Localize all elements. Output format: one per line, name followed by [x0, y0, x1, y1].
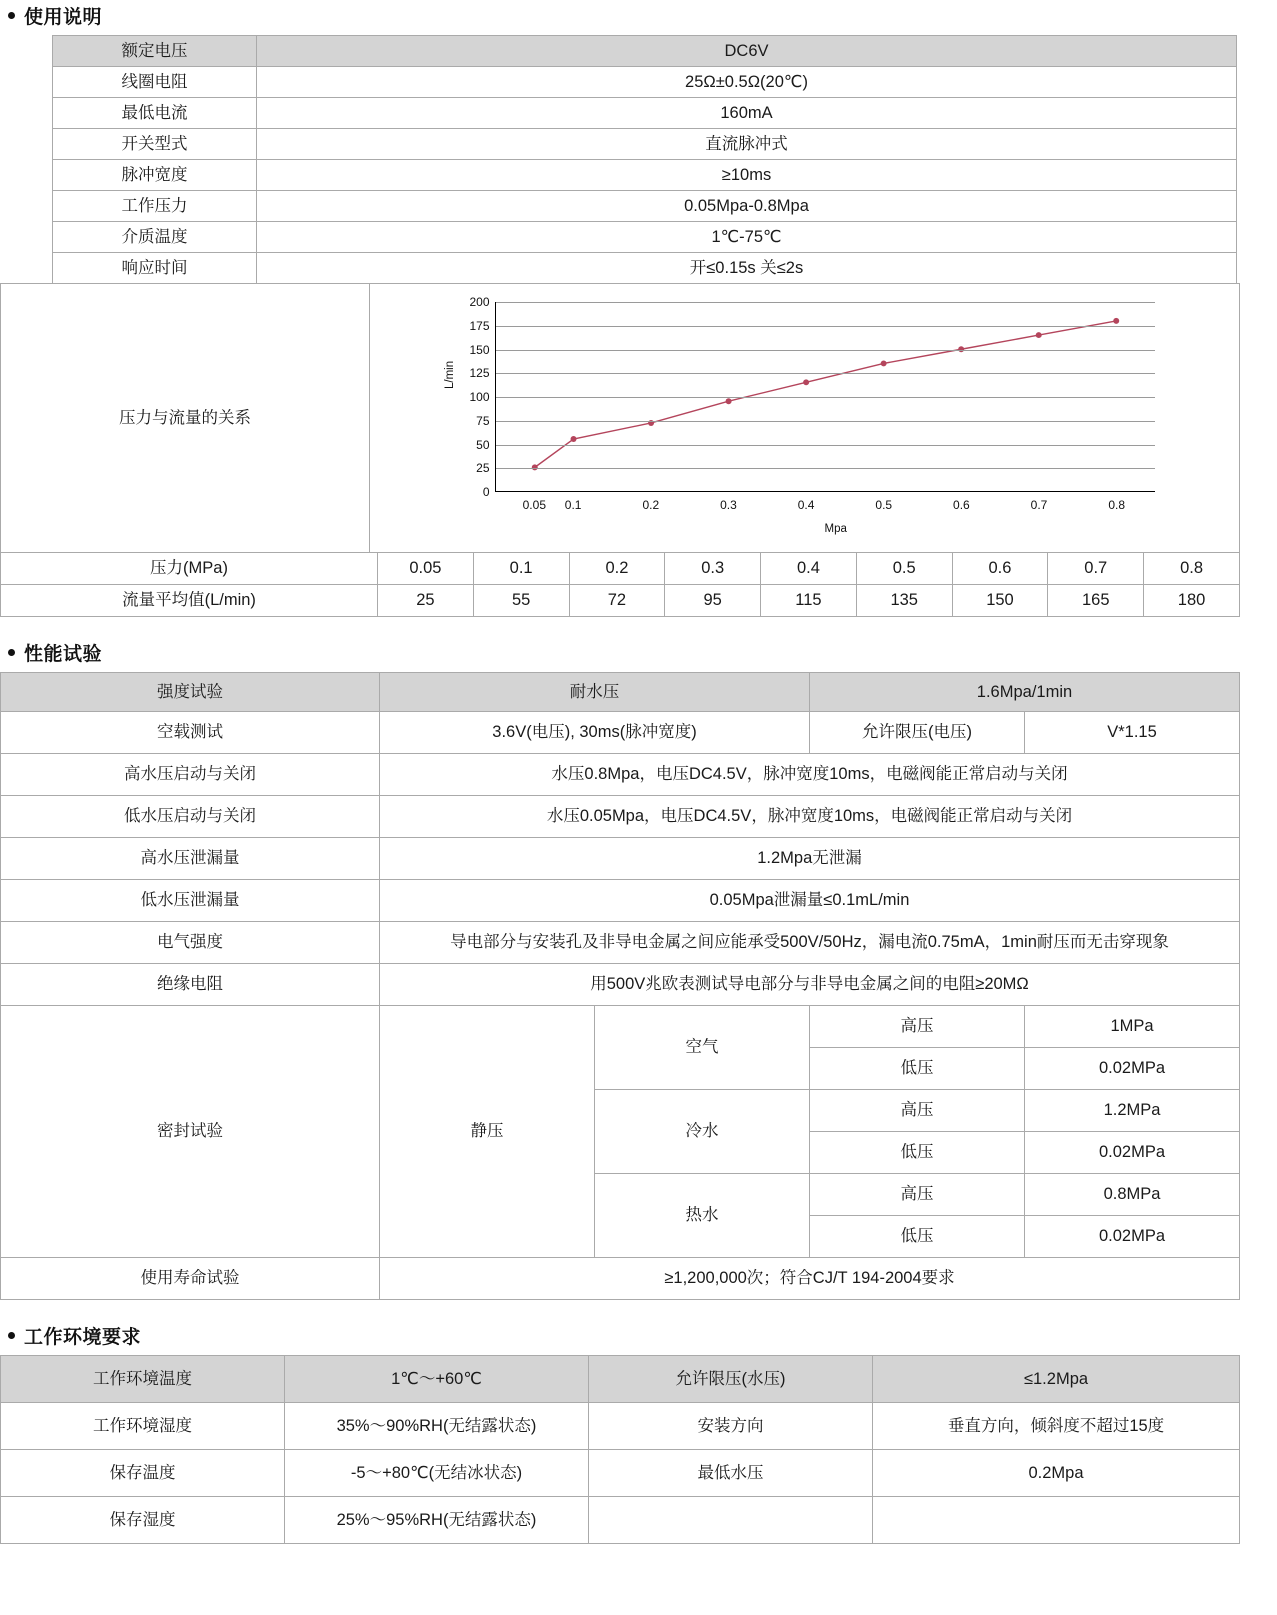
- pressure-flow-chart-cell: [370, 284, 1240, 553]
- table-row: [1, 1006, 1240, 1048]
- flow-value: 165: [1048, 585, 1144, 617]
- perf-value: 用500V兆欧表测试导电部分与非导电金属之间的电阻≥20MΩ: [380, 964, 1240, 1006]
- perf-label: 绝缘电阻: [1, 964, 380, 1006]
- spec-label: 脉冲宽度: [53, 160, 257, 191]
- table-row: [1, 1450, 1240, 1497]
- spec-label: 介质温度: [53, 222, 257, 253]
- perf-value: 1.2Mpa无泄漏: [380, 838, 1240, 880]
- chart-caption: 压力与流量的关系: [1, 284, 370, 553]
- chart-gridline: [496, 445, 1155, 446]
- chart-x-tick: 0.05: [522, 498, 546, 512]
- perf-value: 0.05Mpa泄漏量≤0.1mL/min: [380, 880, 1240, 922]
- table-row: [53, 36, 1237, 67]
- perf-header-value: 1.6Mpa/1min: [810, 673, 1240, 712]
- chart-y-tick: 100: [469, 389, 490, 404]
- spec-table: [52, 35, 1237, 284]
- perf-value: 3.6V(电压), 30ms(脉冲宽度): [380, 712, 810, 754]
- table-row: [1, 796, 1240, 838]
- flow-value: 180: [1144, 585, 1240, 617]
- chart-y-tick: 150: [469, 342, 490, 357]
- chart-y-tick: 50: [476, 437, 490, 452]
- chart-gridline: [496, 302, 1155, 303]
- seal-level-value: 0.02MPa: [1025, 1216, 1240, 1258]
- table-row: [53, 67, 1237, 98]
- env-value: 0.2Mpa: [873, 1450, 1240, 1497]
- spec-value: 25Ω±0.5Ω(20℃): [257, 67, 1237, 98]
- chart-y-tick: 0: [482, 484, 490, 499]
- table-header-row: [1, 673, 1240, 712]
- seal-level-value: 1MPa: [1025, 1006, 1240, 1048]
- flow-value: 150: [952, 585, 1048, 617]
- chart-y-tick: 25: [476, 461, 490, 476]
- env-label: 工作环境湿度: [1, 1403, 285, 1450]
- perf-header-waterpressure: 耐水压: [380, 673, 810, 712]
- chart-x-axis-label: Mpa: [824, 523, 847, 535]
- flow-value: 25: [378, 585, 474, 617]
- env-label: 保存温度: [1, 1450, 285, 1497]
- table-row: [53, 191, 1237, 222]
- chart-x-tick: 0.8: [1108, 498, 1126, 512]
- spec-label: 最低电流: [53, 98, 257, 129]
- seal-media-label: 热水: [595, 1174, 810, 1258]
- seal-level-label: 高压: [810, 1006, 1025, 1048]
- chart-y-tick: 75: [476, 413, 490, 428]
- table-row: [1, 1258, 1240, 1300]
- chart-x-tick: 0.6: [953, 498, 970, 512]
- pressure-value: 0.4: [761, 553, 857, 585]
- flow-value: 55: [473, 585, 569, 617]
- bullet-icon: [8, 649, 15, 656]
- flow-value: 135: [856, 585, 952, 617]
- table-row: [1, 1403, 1240, 1450]
- spec-label: 线圈电阻: [53, 67, 257, 98]
- pressure-value: 0.6: [952, 553, 1048, 585]
- pressure-value: 0.5: [856, 553, 952, 585]
- spec-value: DC6V: [257, 36, 1237, 67]
- environment-table: [0, 1355, 1240, 1544]
- pressure-value: 0.05: [378, 553, 474, 585]
- pressure-value: 0.8: [1144, 553, 1240, 585]
- seal-level-value: 0.02MPa: [1025, 1048, 1240, 1090]
- spec-value: 0.05Mpa-0.8Mpa: [257, 191, 1237, 222]
- section-heading-usage: [8, 0, 1277, 29]
- perf-value: 水压0.05Mpa，电压DC4.5V，脉冲宽度10ms，电磁阀能正常启动与关闭: [380, 796, 1240, 838]
- perf-label: 高水压启动与关闭: [1, 754, 380, 796]
- chart-x-tick: 0.2: [642, 498, 660, 512]
- env-value: ≤1.2Mpa: [873, 1356, 1240, 1403]
- flow-row-label: 流量平均值(L/min): [1, 585, 378, 617]
- chart-x-tick: 0.5: [875, 498, 893, 512]
- pressure-flow-chart: [370, 284, 1239, 552]
- seal-level-value: 0.02MPa: [1025, 1132, 1240, 1174]
- section-heading-environment: [8, 1322, 1277, 1349]
- chart-y-tick: 125: [469, 366, 490, 381]
- spec-value: ≥10ms: [257, 160, 1237, 191]
- seal-level-label: 高压: [810, 1174, 1025, 1216]
- table-row: [1, 712, 1240, 754]
- perf-label: 低水压泄漏量: [1, 880, 380, 922]
- spec-value: 1℃-75℃: [257, 222, 1237, 253]
- table-row: [1, 838, 1240, 880]
- table-row: [1, 284, 1240, 553]
- chart-x-tick: 0.1: [564, 498, 582, 512]
- chart-x-tick: 0.3: [720, 498, 737, 512]
- chart-data-point: [880, 360, 886, 366]
- seal-static-label: 静压: [380, 1006, 595, 1258]
- chart-y-tick: 175: [469, 318, 490, 333]
- chart-x-tick: 0.4: [797, 498, 815, 512]
- pressure-value: 0.2: [569, 553, 665, 585]
- env-label: 最低水压: [589, 1450, 873, 1497]
- seal-level-label: 低压: [810, 1048, 1025, 1090]
- flow-value: 95: [665, 585, 761, 617]
- table-row: [1, 922, 1240, 964]
- perf-label: 高水压泄漏量: [1, 838, 380, 880]
- table-row: [1, 553, 1240, 585]
- perf-value: ≥1,200,000次；符合CJ/T 194-2004要求: [380, 1258, 1240, 1300]
- seal-level-label: 低压: [810, 1132, 1025, 1174]
- chart-data-point: [1035, 332, 1041, 338]
- chart-gridline: [496, 326, 1155, 327]
- performance-table: [0, 672, 1240, 1300]
- perf-label: 低水压启动与关闭: [1, 796, 380, 838]
- flow-value: 72: [569, 585, 665, 617]
- env-value: [873, 1497, 1240, 1544]
- perf-label: 空载测试: [1, 712, 380, 754]
- perf-value: V*1.15: [1025, 712, 1240, 754]
- table-row: [1, 1356, 1240, 1403]
- table-row: [53, 129, 1237, 160]
- table-row: [53, 98, 1237, 129]
- spec-value: 开≤0.15s 关≤2s: [257, 253, 1237, 284]
- seal-test-label: 密封试验: [1, 1006, 380, 1258]
- env-label: [589, 1497, 873, 1544]
- chart-gridline: [496, 468, 1155, 469]
- env-value: 1℃～+60℃: [285, 1356, 589, 1403]
- section-heading-usage-label: 使用说明: [24, 7, 103, 28]
- flow-row-label: 压力(MPa): [1, 553, 378, 585]
- seal-level-label: 低压: [810, 1216, 1025, 1258]
- chart-data-point: [570, 436, 576, 442]
- chart-data-point: [725, 398, 731, 404]
- seal-media-label: 冷水: [595, 1090, 810, 1174]
- chart-gridline: [496, 373, 1155, 374]
- pressure-value: 0.3: [665, 553, 761, 585]
- perf-value: 水压0.8Mpa，电压DC4.5V，脉冲宽度10ms，电磁阀能正常启动与关闭: [380, 754, 1240, 796]
- seal-level-label: 高压: [810, 1090, 1025, 1132]
- table-row: [1, 880, 1240, 922]
- perf-label: 使用寿命试验: [1, 1258, 380, 1300]
- seal-level-value: 1.2MPa: [1025, 1090, 1240, 1132]
- table-row: [53, 160, 1237, 191]
- perf-header-strength: 强度试验: [1, 673, 380, 712]
- env-label: 允许限压(水压): [589, 1356, 873, 1403]
- spec-value: 160mA: [257, 98, 1237, 129]
- env-value: -5～+80℃(无结冰状态): [285, 1450, 589, 1497]
- pressure-value: 0.7: [1048, 553, 1144, 585]
- env-label: 安装方向: [589, 1403, 873, 1450]
- spec-label: 开关型式: [53, 129, 257, 160]
- table-row: [1, 585, 1240, 617]
- bullet-icon: [8, 1332, 15, 1339]
- env-value: 35%～90%RH(无结露状态): [285, 1403, 589, 1450]
- section-heading-environment-label: 工作环境要求: [24, 1327, 142, 1348]
- seal-level-value: 0.8MPa: [1025, 1174, 1240, 1216]
- section-heading-performance: [8, 639, 1277, 666]
- table-row: [1, 1497, 1240, 1544]
- chart-gridline: [496, 350, 1155, 351]
- table-row: [53, 253, 1237, 284]
- chart-y-axis-label: L/min: [443, 360, 456, 389]
- perf-value: 允许限压(电压): [810, 712, 1025, 754]
- bullet-icon: [8, 12, 15, 19]
- spec-label: 工作压力: [53, 191, 257, 222]
- table-row: [1, 754, 1240, 796]
- chart-data-point: [803, 379, 809, 385]
- chart-gridline: [496, 397, 1155, 398]
- chart-y-tick: 200: [469, 294, 490, 309]
- env-value: 垂直方向，倾斜度不超过15度: [873, 1403, 1240, 1450]
- spec-label: 额定电压: [53, 36, 257, 67]
- env-value: 25%～95%RH(无结露状态): [285, 1497, 589, 1544]
- spec-label: 响应时间: [53, 253, 257, 284]
- chart-table: [0, 283, 1240, 553]
- chart-gridline: [496, 421, 1155, 422]
- perf-label: 电气强度: [1, 922, 380, 964]
- chart-plot-area: [469, 294, 1155, 512]
- env-label: 工作环境温度: [1, 1356, 285, 1403]
- perf-value: 导电部分与安装孔及非导电金属之间应能承受500V/50Hz，漏电流0.75mA，1min耐压而无击穿现象: [380, 922, 1240, 964]
- pressure-value: 0.1: [473, 553, 569, 585]
- spec-value: 直流脉冲式: [257, 129, 1237, 160]
- flow-value: 115: [761, 585, 857, 617]
- env-label: 保存湿度: [1, 1497, 285, 1544]
- table-row: [53, 222, 1237, 253]
- section-heading-performance-label: 性能试验: [24, 644, 103, 665]
- chart-data-point: [1113, 318, 1119, 324]
- chart-x-tick: 0.7: [1030, 498, 1048, 512]
- table-row: [1, 964, 1240, 1006]
- seal-media-label: 空气: [595, 1006, 810, 1090]
- flow-data-table: [0, 552, 1240, 617]
